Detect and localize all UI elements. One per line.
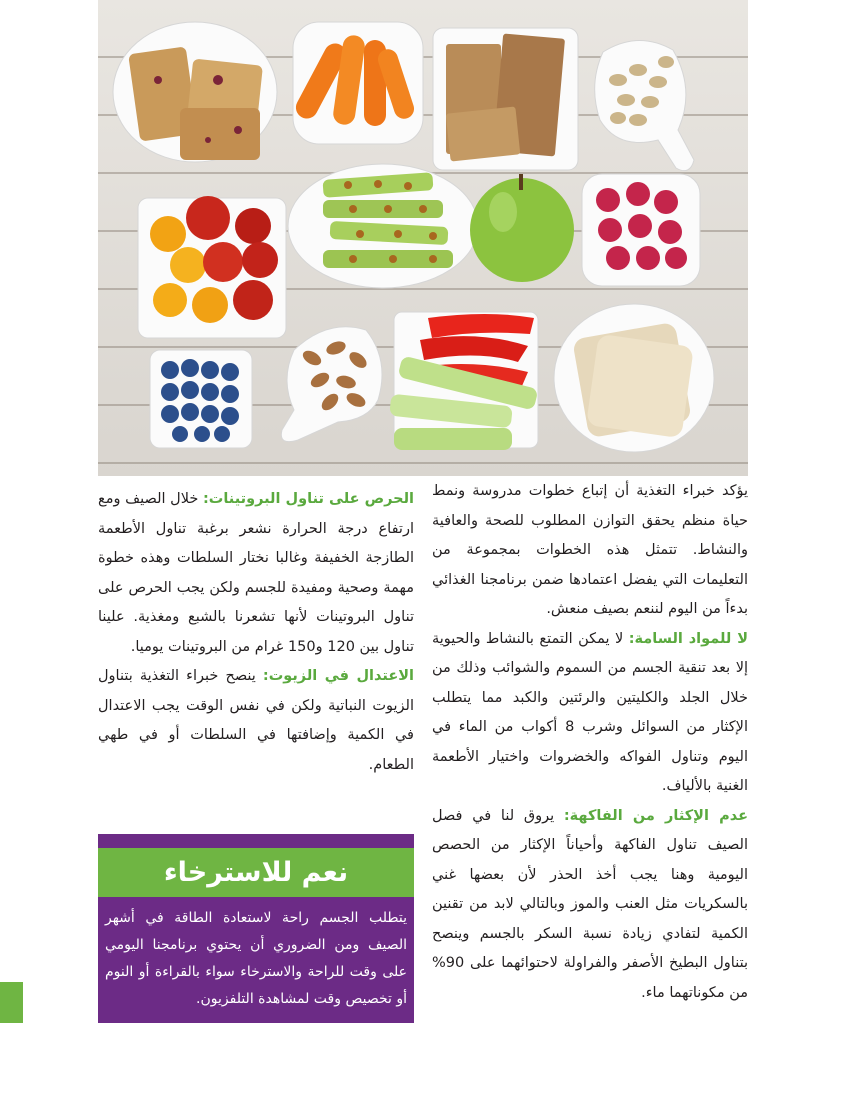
- tomatoes-plate: [138, 196, 286, 338]
- toxins-text: لا يمكن التمتع بالنشاط والحيوية إلا بعد تنقية الجسم من السموم والشوائب وذلك من خلال الجلد والكليتين والرئتين والكبد مما يتطلب الإكثار من السوائل وشرب 8 أكواب من الماء في اليوم وتناول الفواكه والخضروات واختيار الأطعمة الغنية بالألياف.: [432, 630, 748, 794]
- callout-text: يتطلب الجسم راحة لاستعادة الطاقة في أشهر الصيف ومن الضروري أن يحتوي برنامجنا اليومي على وقت للراحة والاسترخاء سواء بالقراءة أو النوم أو تخصيص وقت لمشاهدة التلفزيون.: [98, 897, 414, 1023]
- toxins-paragraph: [432, 625, 748, 802]
- callout-title: نعم للاسترخاء: [98, 848, 414, 897]
- crackers-plate: [433, 28, 578, 170]
- carrots-bowl: [292, 22, 423, 144]
- protein-heading: الحرص على تناول البروتينات:: [202, 491, 414, 507]
- toxins-heading: لا للمواد السامة:: [628, 630, 748, 647]
- celery-plate: [288, 164, 478, 288]
- oils-paragraph: [98, 662, 414, 780]
- oils-text: ينصح خبراء التغذية بتناول الزيوت النباتية ولكن في نفس الوقت يجب الاعتدال في الكمية وإضافتها في السلطات أو في طهي الطعام.: [98, 668, 414, 773]
- healthy-snacks-photo: [98, 0, 748, 476]
- rice-cakes-plate: [554, 304, 714, 452]
- intro-paragraph: يؤكد خبراء التغذية أن إتباع خطوات مدروسة ونمط حياة منظم يحقق التوازن المطلوب للصحة والعافية والنشاط. تتمثل هذه الخطوات بمجموعة من التعليمات التي يفضل اعتمادها ضمن برنامجنا الغذائي بدءاً من اليوم لننعم بصيف منعش.: [432, 483, 748, 617]
- blueberries-bowl: [150, 350, 252, 448]
- peppers-cucumber-plate: [389, 312, 538, 450]
- protein-paragraph: [98, 485, 414, 662]
- protein-text: خلال الصيف ومع ارتفاع درجة الحرارة نشعر برغبة تناول الأطعمة الطازجة الخفيفة وغالبا نختار السلطات وهذه خطوة مهمة وصحية ومفيدة للجسم ولكن يجب الحرص على تناول البروتينات لأنها تشعرنا بالشبع ومغذية. علينا تناول بين 120 و150 غرام من البروتينات يوميا.: [98, 491, 414, 655]
- granola-bars-plate: [113, 22, 277, 162]
- article-right-column: [432, 477, 748, 1008]
- fruit-text: يروق لنا في فصل الصيف تناول الفاكهة وأحياناً الإكثار من الحصص اليومية وهنا يجب أخذ الحذر لأن بعضها غني بالسكريات مثل العنب والموز وبالتالي لابد من تقنين الكمية لتفادي زيادة نسبة السكر بالجسم وينصح بتناول البطيخ الأصفر والفراولة لاحتوائهما على 90% من مكوناتهما ماء.: [432, 807, 748, 1001]
- page-side-tab: [0, 982, 23, 1023]
- oils-heading: الاعتدال في الزيوت:: [262, 668, 414, 684]
- fruit-paragraph: [432, 802, 748, 1009]
- callout-top-bar: [98, 834, 414, 848]
- raspberries-bowl: [582, 174, 700, 286]
- apple: [470, 174, 574, 282]
- almonds-cup: [281, 327, 382, 442]
- article-left-column: [98, 485, 414, 780]
- pistachio-cup: [595, 40, 694, 170]
- fruit-heading: عدم الإكثار من الفاكهة:: [563, 807, 748, 824]
